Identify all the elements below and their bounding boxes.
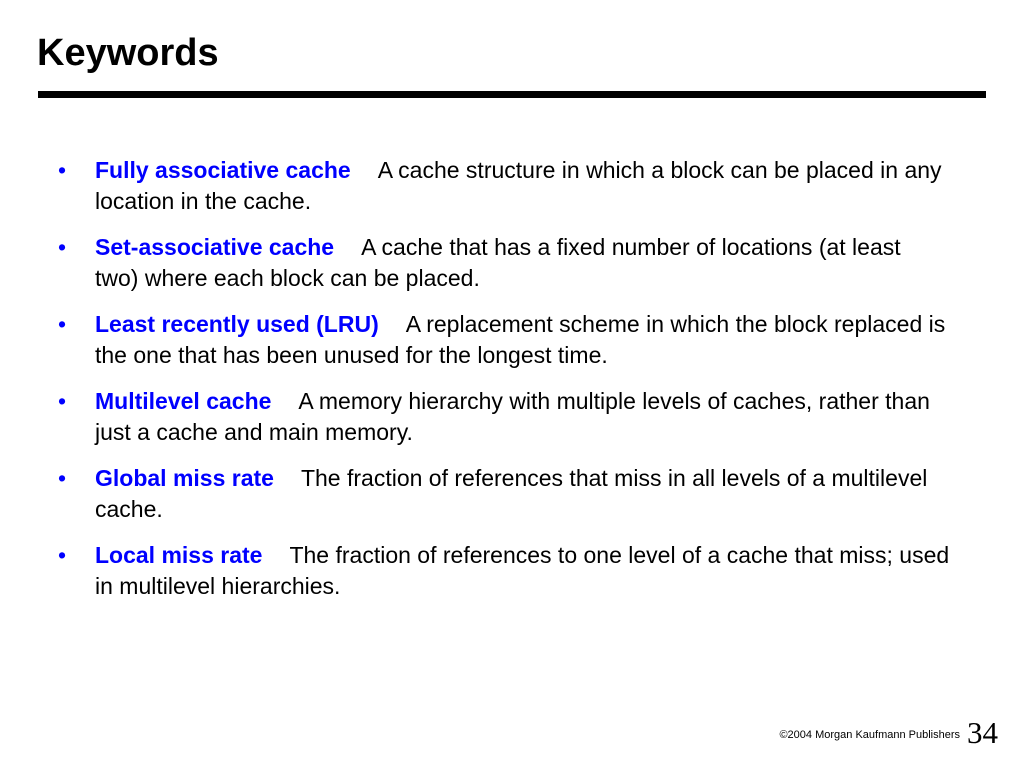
keyword-definition: A cache structure in which a block can be placed in any location in the cache. (95, 157, 942, 214)
keyword-term: Set-associative cache (95, 234, 335, 260)
keyword-item-fully-associative-cache (50, 155, 950, 217)
keyword-definition: A replacement scheme in which the block replaced is the one that has been unused for the longest time. (95, 311, 946, 368)
keyword-item-least-recently-used (50, 309, 950, 371)
slide-title: Keywords (37, 32, 219, 74)
keyword-term: Fully associative cache (95, 157, 351, 183)
keyword-item-local-miss-rate (50, 540, 950, 602)
keyword-term: Global miss rate (95, 465, 274, 491)
keyword-term: Local miss rate (95, 542, 263, 568)
bullet-icon: • (58, 234, 67, 260)
keyword-definition: A memory hierarchy with multiple levels of caches, rather than just a cache and main memory. (95, 388, 930, 445)
title-underline-divider (38, 91, 986, 98)
bullet-icon: • (58, 388, 67, 414)
keyword-list (50, 155, 950, 617)
bullet-icon: • (58, 465, 67, 491)
bullet-icon: • (58, 311, 67, 337)
keyword-term: Multilevel cache (95, 388, 272, 414)
keyword-definition: The fraction of references that miss in all levels of a multilevel cache. (95, 465, 928, 522)
page-number: 34 (967, 715, 998, 750)
keyword-term: Least recently used (LRU) (95, 311, 379, 337)
keyword-definition: A cache that has a fixed number of locations (at least two) where each block can be placed. (95, 234, 901, 291)
keyword-item-set-associative-cache (50, 232, 950, 294)
copyright-footer: ©2004 Morgan Kaufmann Publishers (779, 729, 960, 741)
keyword-item-multilevel-cache (50, 386, 950, 448)
keyword-item-global-miss-rate (50, 463, 950, 525)
bullet-icon: • (58, 542, 67, 568)
bullet-icon: • (58, 157, 67, 183)
keyword-definition: The fraction of references to one level of a cache that miss; used in multilevel hierarchies. (95, 542, 950, 599)
